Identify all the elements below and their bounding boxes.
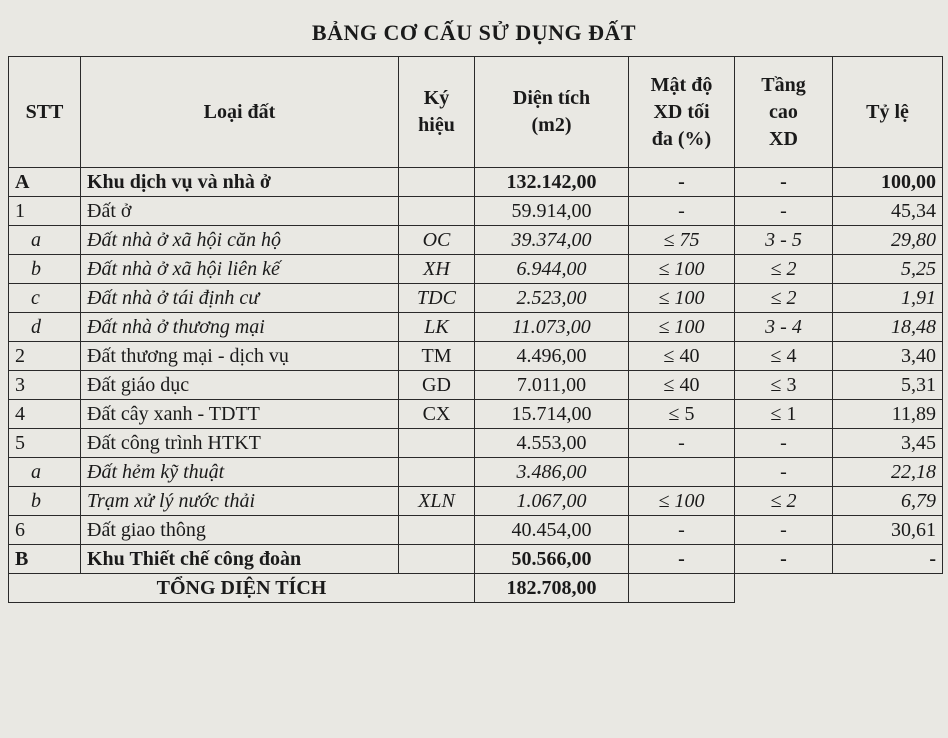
- cell-code: [399, 458, 475, 487]
- cell-density: [629, 458, 735, 487]
- cell-density: ≤ 100: [629, 284, 735, 313]
- table-row: [9, 458, 943, 487]
- cell-code: [399, 516, 475, 545]
- cell-ratio: 5,31: [833, 371, 943, 400]
- cell-area: 132.142,00: [475, 168, 629, 197]
- cell-floors: -: [735, 197, 833, 226]
- cell-floors: ≤ 1: [735, 400, 833, 429]
- table-body: [9, 168, 943, 574]
- table-row: [9, 342, 943, 371]
- cell-code: GD: [399, 371, 475, 400]
- cell-code: [399, 545, 475, 574]
- cell-stt: 4: [9, 400, 81, 429]
- cell-ratio: 3,45: [833, 429, 943, 458]
- header-stt: STT: [9, 57, 81, 168]
- cell-density: ≤ 75: [629, 226, 735, 255]
- cell-land-type: Khu dịch vụ và nhà ở: [81, 168, 399, 197]
- cell-land-type: Đất ở: [81, 197, 399, 226]
- cell-stt: A: [9, 168, 81, 197]
- cell-stt: 5: [9, 429, 81, 458]
- cell-floors: ≤ 2: [735, 487, 833, 516]
- cell-code: XH: [399, 255, 475, 284]
- cell-land-type: Khu Thiết chế công đoàn: [81, 545, 399, 574]
- cell-stt: 2: [9, 342, 81, 371]
- cell-ratio: 100,00: [833, 168, 943, 197]
- cell-land-type: Trạm xử lý nước thải: [81, 487, 399, 516]
- cell-ratio: 18,48: [833, 313, 943, 342]
- cell-floors: ≤ 3: [735, 371, 833, 400]
- cell-land-type: Đất công trình HTKT: [81, 429, 399, 458]
- cell-density: -: [629, 545, 735, 574]
- cell-area: 4.496,00: [475, 342, 629, 371]
- cell-ratio: 22,18: [833, 458, 943, 487]
- total-empty-cell: [629, 574, 735, 603]
- cell-ratio: 45,34: [833, 197, 943, 226]
- cell-area: 2.523,00: [475, 284, 629, 313]
- header-dien-tich: Diện tích (m2): [475, 57, 629, 168]
- cell-density: ≤ 100: [629, 313, 735, 342]
- cell-area: 4.553,00: [475, 429, 629, 458]
- table-title: BẢNG CƠ CẤU SỬ DỤNG ĐẤT: [311, 20, 637, 45]
- cell-area: 40.454,00: [475, 516, 629, 545]
- cell-area: 15.714,00: [475, 400, 629, 429]
- cell-code: LK: [399, 313, 475, 342]
- cell-density: ≤ 40: [629, 371, 735, 400]
- cell-density: -: [629, 429, 735, 458]
- cell-land-type: Đất nhà ở tái định cư: [81, 284, 399, 313]
- land-use-table: [8, 56, 943, 603]
- cell-ratio: 1,91: [833, 284, 943, 313]
- table-row: [9, 429, 943, 458]
- cell-density: ≤ 100: [629, 255, 735, 284]
- cell-stt: c: [9, 284, 81, 313]
- table-row: [9, 226, 943, 255]
- table-row: [9, 168, 943, 197]
- cell-code: TM: [399, 342, 475, 371]
- table-row: [9, 400, 943, 429]
- cell-area: 50.566,00: [475, 545, 629, 574]
- table-row: [9, 197, 943, 226]
- cell-floors: ≤ 2: [735, 284, 833, 313]
- cell-land-type: Đất nhà ở xã hội căn hộ: [81, 226, 399, 255]
- cell-ratio: 11,89: [833, 400, 943, 429]
- cell-ratio: 5,25: [833, 255, 943, 284]
- cell-floors: ≤ 4: [735, 342, 833, 371]
- table-row: [9, 545, 943, 574]
- total-area: 182.708,00: [475, 574, 629, 603]
- cell-land-type: Đất giáo dục: [81, 371, 399, 400]
- header-row: [9, 57, 943, 168]
- cell-code: [399, 429, 475, 458]
- cell-ratio: -: [833, 545, 943, 574]
- cell-density: ≤ 100: [629, 487, 735, 516]
- cell-land-type: Đất nhà ở thương mại: [81, 313, 399, 342]
- cell-land-type: Đất nhà ở xã hội liên kế: [81, 255, 399, 284]
- cell-density: ≤ 5: [629, 400, 735, 429]
- cell-stt: 1: [9, 197, 81, 226]
- table-row: [9, 313, 943, 342]
- total-label: TỔNG DIỆN TÍCH: [9, 574, 475, 603]
- cell-code: OC: [399, 226, 475, 255]
- cell-density: ≤ 40: [629, 342, 735, 371]
- cell-area: 11.073,00: [475, 313, 629, 342]
- cell-floors: -: [735, 545, 833, 574]
- header-loai-dat: Loại đất: [81, 57, 399, 168]
- cell-floors: -: [735, 458, 833, 487]
- cell-land-type: Đất giao thông: [81, 516, 399, 545]
- cell-floors: 3 - 4: [735, 313, 833, 342]
- cell-code: TDC: [399, 284, 475, 313]
- cell-density: -: [629, 197, 735, 226]
- cell-code: XLN: [399, 487, 475, 516]
- header-ky-hieu: Ký hiệu: [399, 57, 475, 168]
- cell-ratio: 6,79: [833, 487, 943, 516]
- cell-floors: -: [735, 516, 833, 545]
- cell-floors: -: [735, 168, 833, 197]
- cell-area: 39.374,00: [475, 226, 629, 255]
- cell-code: [399, 168, 475, 197]
- cell-code: [399, 197, 475, 226]
- cell-code: CX: [399, 400, 475, 429]
- cell-land-type: Đất hẻm kỹ thuật: [81, 458, 399, 487]
- cell-ratio: 29,80: [833, 226, 943, 255]
- cell-area: 6.944,00: [475, 255, 629, 284]
- cell-floors: ≤ 2: [735, 255, 833, 284]
- cell-density: -: [629, 516, 735, 545]
- cell-land-type: Đất thương mại - dịch vụ: [81, 342, 399, 371]
- cell-stt: B: [9, 545, 81, 574]
- cell-stt: 6: [9, 516, 81, 545]
- cell-density: -: [629, 168, 735, 197]
- cell-area: 7.011,00: [475, 371, 629, 400]
- cell-ratio: 3,40: [833, 342, 943, 371]
- cell-floors: 3 - 5: [735, 226, 833, 255]
- cell-stt: d: [9, 313, 81, 342]
- total-row: [9, 574, 943, 603]
- table-row: [9, 371, 943, 400]
- cell-floors: -: [735, 429, 833, 458]
- header-ty-le: Tỷ lệ: [833, 57, 943, 168]
- table-row: [9, 516, 943, 545]
- cell-area: 1.067,00: [475, 487, 629, 516]
- table-row: [9, 255, 943, 284]
- cell-area: 3.486,00: [475, 458, 629, 487]
- cell-ratio: 30,61: [833, 516, 943, 545]
- table-row: [9, 487, 943, 516]
- cell-stt: a: [9, 458, 81, 487]
- cell-area: 59.914,00: [475, 197, 629, 226]
- cell-stt: a: [9, 226, 81, 255]
- header-mat-do: Mật độ XD tối đa (%): [629, 57, 735, 168]
- table-row: [9, 284, 943, 313]
- cell-stt: 3: [9, 371, 81, 400]
- header-tang-cao: Tầng cao XD: [735, 57, 833, 168]
- cell-land-type: Đất cây xanh - TDTT: [81, 400, 399, 429]
- cell-stt: b: [9, 255, 81, 284]
- cell-stt: b: [9, 487, 81, 516]
